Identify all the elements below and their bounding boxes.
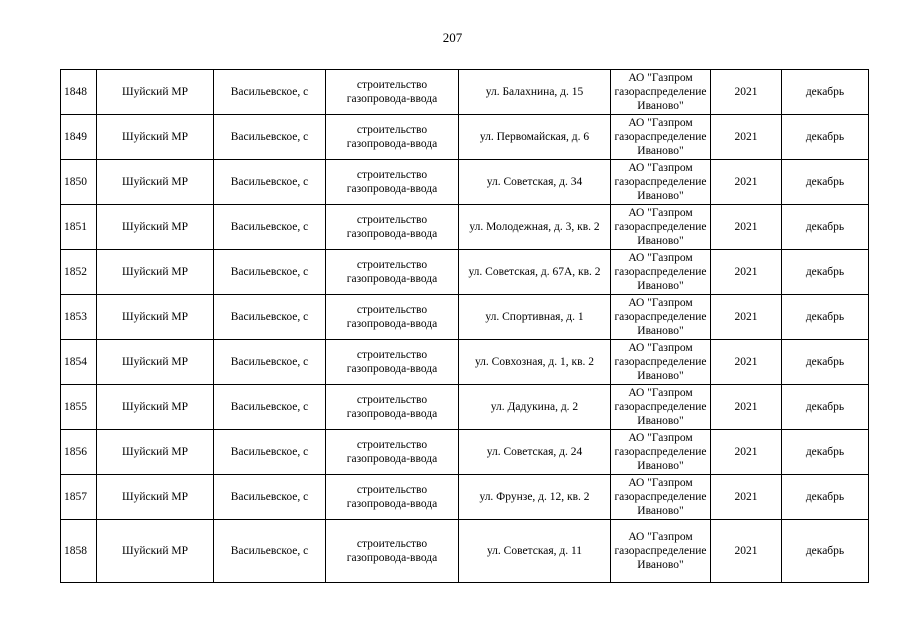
page-number: 207 (442, 30, 463, 45)
table-row (61, 475, 869, 520)
work-type-cell: строительство газопровода-ввода (326, 340, 459, 385)
table-row (61, 115, 869, 160)
settlement-cell: Васильевское, с (214, 385, 326, 430)
month-cell: декабрь (782, 115, 869, 160)
gas-connection-table (60, 69, 869, 583)
row-number-cell: 1848 (61, 70, 97, 115)
row-number-cell: 1855 (61, 385, 97, 430)
work-type-cell: строительство газопровода-ввода (326, 205, 459, 250)
work-type-cell: строительство газопровода-ввода (326, 295, 459, 340)
address-cell: ул. Советская, д. 24 (459, 430, 611, 475)
table-row (61, 295, 869, 340)
district-cell: Шуйский МР (97, 295, 214, 340)
district-cell: Шуйский МР (97, 160, 214, 205)
settlement-cell: Васильевское, с (214, 115, 326, 160)
district-cell: Шуйский МР (97, 70, 214, 115)
row-number-cell: 1858 (61, 520, 97, 583)
year-cell: 2021 (711, 340, 782, 385)
organization-cell: АО "Газпром газораспределение Иваново" (611, 430, 711, 475)
row-number-cell: 1852 (61, 250, 97, 295)
organization-cell: АО "Газпром газораспределение Иваново" (611, 520, 711, 583)
address-cell: ул. Балахнина, д. 15 (459, 70, 611, 115)
table-row (61, 430, 869, 475)
settlement-cell: Васильевское, с (214, 475, 326, 520)
table-row (61, 340, 869, 385)
year-cell: 2021 (711, 385, 782, 430)
settlement-cell: Васильевское, с (214, 250, 326, 295)
table-row (61, 250, 869, 295)
row-number-cell: 1857 (61, 475, 97, 520)
month-cell: декабрь (782, 250, 869, 295)
organization-cell: АО "Газпром газораспределение Иваново" (611, 340, 711, 385)
address-cell: ул. Фрунзе, д. 12, кв. 2 (459, 475, 611, 520)
row-number-cell: 1849 (61, 115, 97, 160)
organization-cell: АО "Газпром газораспределение Иваново" (611, 475, 711, 520)
year-cell: 2021 (711, 520, 782, 583)
district-cell: Шуйский МР (97, 520, 214, 583)
work-type-cell: строительство газопровода-ввода (326, 430, 459, 475)
table-row (61, 385, 869, 430)
year-cell: 2021 (711, 250, 782, 295)
work-type-cell: строительство газопровода-ввода (326, 70, 459, 115)
row-number-cell: 1856 (61, 430, 97, 475)
row-number-cell: 1850 (61, 160, 97, 205)
work-type-cell: строительство газопровода-ввода (326, 385, 459, 430)
work-type-cell: строительство газопровода-ввода (326, 160, 459, 205)
work-type-cell: строительство газопровода-ввода (326, 520, 459, 583)
month-cell: декабрь (782, 385, 869, 430)
address-cell: ул. Молодежная, д. 3, кв. 2 (459, 205, 611, 250)
year-cell: 2021 (711, 70, 782, 115)
organization-cell: АО "Газпром газораспределение Иваново" (611, 160, 711, 205)
settlement-cell: Васильевское, с (214, 340, 326, 385)
organization-cell: АО "Газпром газораспределение Иваново" (611, 70, 711, 115)
row-number-cell: 1854 (61, 340, 97, 385)
row-number-cell: 1853 (61, 295, 97, 340)
district-cell: Шуйский МР (97, 475, 214, 520)
district-cell: Шуйский МР (97, 385, 214, 430)
district-cell: Шуйский МР (97, 340, 214, 385)
month-cell: декабрь (782, 205, 869, 250)
year-cell: 2021 (711, 430, 782, 475)
settlement-cell: Васильевское, с (214, 70, 326, 115)
organization-cell: АО "Газпром газораспределение Иваново" (611, 205, 711, 250)
organization-cell: АО "Газпром газораспределение Иваново" (611, 115, 711, 160)
settlement-cell: Васильевское, с (214, 520, 326, 583)
organization-cell: АО "Газпром газораспределение Иваново" (611, 385, 711, 430)
table-row (61, 160, 869, 205)
table-row (61, 70, 869, 115)
address-cell: ул. Советская, д. 34 (459, 160, 611, 205)
row-number-cell: 1851 (61, 205, 97, 250)
year-cell: 2021 (711, 205, 782, 250)
work-type-cell: строительство газопровода-ввода (326, 475, 459, 520)
settlement-cell: Васильевское, с (214, 160, 326, 205)
district-cell: Шуйский МР (97, 430, 214, 475)
address-cell: ул. Советская, д. 11 (459, 520, 611, 583)
year-cell: 2021 (711, 160, 782, 205)
month-cell: декабрь (782, 340, 869, 385)
settlement-cell: Васильевское, с (214, 295, 326, 340)
year-cell: 2021 (711, 475, 782, 520)
year-cell: 2021 (711, 115, 782, 160)
table-row (61, 520, 869, 583)
address-cell: ул. Первомайская, д. 6 (459, 115, 611, 160)
district-cell: Шуйский МР (97, 115, 214, 160)
address-cell: ул. Дадукина, д. 2 (459, 385, 611, 430)
address-cell: ул. Советская, д. 67А, кв. 2 (459, 250, 611, 295)
work-type-cell: строительство газопровода-ввода (326, 250, 459, 295)
address-cell: ул. Спортивная, д. 1 (459, 295, 611, 340)
month-cell: декабрь (782, 160, 869, 205)
month-cell: декабрь (782, 70, 869, 115)
work-type-cell: строительство газопровода-ввода (326, 115, 459, 160)
settlement-cell: Васильевское, с (214, 430, 326, 475)
month-cell: декабрь (782, 295, 869, 340)
address-cell: ул. Совхозная, д. 1, кв. 2 (459, 340, 611, 385)
month-cell: декабрь (782, 520, 869, 583)
table-body (61, 70, 869, 583)
month-cell: декабрь (782, 475, 869, 520)
table-row (61, 205, 869, 250)
settlement-cell: Васильевское, с (214, 205, 326, 250)
district-cell: Шуйский МР (97, 250, 214, 295)
year-cell: 2021 (711, 295, 782, 340)
organization-cell: АО "Газпром газораспределение Иваново" (611, 295, 711, 340)
month-cell: декабрь (782, 430, 869, 475)
district-cell: Шуйский МР (97, 205, 214, 250)
organization-cell: АО "Газпром газораспределение Иваново" (611, 250, 711, 295)
